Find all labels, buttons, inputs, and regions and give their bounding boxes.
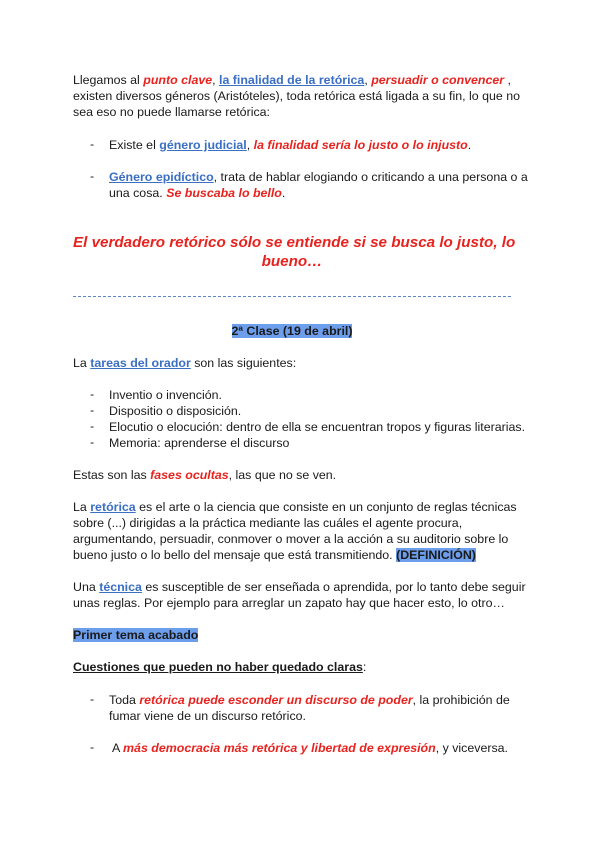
paragraph-intro: Llegamos al punto clave, la finalidad de la retórica, persuadir o convencer , (73, 73, 511, 87)
term-finalidad: la finalidad de la retórica (219, 73, 365, 87)
term-genero-epidictico: Género epidíctico (109, 170, 214, 184)
class-heading-wrap (0, 323, 584, 339)
paragraph-intro-line2: existen diversos géneros (Aristóteles), toda retórica está ligada a su fin, lo que no (73, 89, 520, 103)
list-bullet: - (90, 419, 95, 433)
paragraph-definicion-line3: argumentando, persuadir, conmover o mover a la acción a su auditorio sobre lo (73, 532, 509, 546)
term-genero-judicial: género judicial (159, 138, 247, 152)
term-retorica: retórica (90, 500, 136, 514)
paragraph-tecnica-line2: unas reglas. Por ejemplo para arreglar un zapato hay que hacer esto, lo otro… (73, 596, 505, 610)
paragraph-tareas: La tareas del orador son las siguientes: (73, 356, 297, 370)
paragraph-fases: Estas son las fases ocultas, las que no se ven. (73, 468, 337, 482)
term-tareas-orador: tareas del orador (90, 356, 191, 370)
list-item-genero-judicial: Existe el género judicial, la finalidad sería lo justo o lo injusto. (109, 138, 472, 152)
list-bullet: - (90, 692, 95, 706)
section-divider (73, 296, 511, 297)
class-heading: 2ª Clase (19 de abril) (231, 324, 353, 338)
quote-line1: El verdadero retórico sólo se entiende si se busca lo justo, lo (73, 234, 516, 251)
paragraph-intro-line3: sea eso no puede llamarse retórica: (73, 105, 270, 119)
paragraph-definicion-line4: bueno justo o lo bello del mensaje que está transmitiendo. (DEFINICIÓN) (73, 548, 476, 562)
list-bullet: - (90, 740, 95, 754)
primer-tema-label: Primer tema acabado (73, 628, 199, 642)
list-item-democracia: A más democracia más retórica y libertad de expresión, y viceversa. (112, 741, 509, 755)
list-item-genero-epidictico-line2: una cosa. Se buscaba lo bello. (109, 186, 286, 200)
cuestiones-heading: Cuestiones que pueden no haber quedado claras: (73, 660, 367, 674)
list-item-genero-epidictico: Género epidíctico, trata de hablar elogiando o criticando a una persona o a (109, 170, 528, 184)
list-item-discurso-poder-line2: fumar viene de un discurso retórico. (109, 709, 306, 723)
list-bullet: - (90, 435, 95, 449)
list-item: Elocutio o elocución: dentro de ella se encuentran tropos y figuras literarias. (109, 420, 526, 434)
list-bullet: - (90, 387, 95, 401)
highlight-punto-clave: punto clave (143, 73, 213, 87)
list-item: Memoria: aprenderse el discurso (109, 436, 290, 450)
list-item: Inventio o invención. (109, 388, 222, 402)
quote-line2: bueno… (261, 253, 323, 270)
list-item: Dispositio o disposición. (109, 404, 242, 418)
paragraph-definicion: La retórica es el arte o la ciencia que consiste en un conjunto de reglas técnicas (73, 500, 517, 514)
list-bullet: - (90, 169, 95, 183)
paragraph-tecnica: Una técnica es susceptible de ser enseñada o aprendida, por lo tanto debe seguir (73, 580, 526, 594)
highlight-persuadir: persuadir o convencer (371, 73, 505, 87)
definicion-tag: (DEFINICIÓN) (396, 548, 476, 562)
list-item-discurso-poder: Toda retórica puede esconder un discurso de poder, la prohibición de (109, 693, 510, 707)
primer-tema-wrap (73, 627, 198, 643)
list-bullet: - (90, 403, 95, 417)
list-bullet: - (90, 137, 95, 151)
paragraph-definicion-line2: sobre (...) dirigidas a la práctica mediante las cuáles el agente procura, (73, 516, 463, 530)
term-tecnica: técnica (99, 580, 142, 594)
